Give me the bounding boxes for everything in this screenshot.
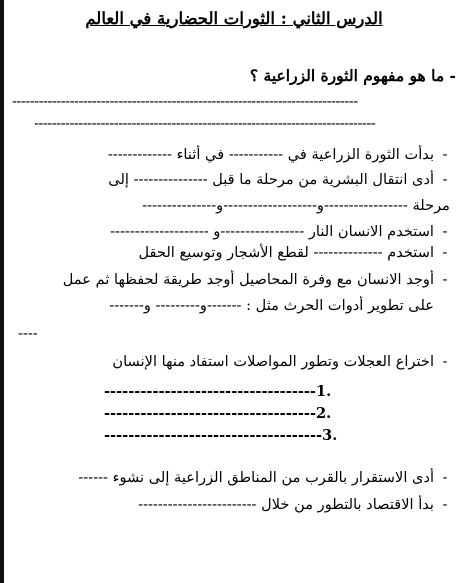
list-item — [12, 243, 456, 263]
list-item — [12, 495, 456, 515]
list-item — [12, 468, 456, 488]
item-text: استخدم الانسان النار -----------------و -------------------- — [110, 223, 434, 240]
numbered-line-1: -----------------------------------1. — [104, 383, 332, 400]
bullet: - — [442, 353, 448, 370]
item-text: اختراع العجلات وتطور المواصلات استفاد منها الإنسان — [112, 353, 434, 370]
item-text: بدأت الثورة الزراعية في ----------- في أثناء ------------- — [107, 146, 434, 163]
question-heading: - ما هو مفهوم الثورة الزراعية ؟ — [249, 66, 456, 85]
list-item-continuation: ---- — [18, 325, 38, 342]
item-text: استخدم -------------- لقطع الأشجار وتوسيع الحقل — [138, 244, 434, 261]
item-text: أوجد الانسان مع وفرة المحاصيل أوجد طريقة لحفظها ثم عمل — [62, 271, 434, 288]
list-item — [12, 145, 456, 165]
list-item — [12, 222, 456, 242]
answer-line: ----------------------------------------------------------------------------- — [34, 115, 376, 132]
item-text: بدأ الاقتصاد بالتطور من خلال ------------------------ — [138, 496, 434, 513]
bullet: - — [442, 271, 448, 288]
bullet: - — [442, 496, 448, 513]
bullet: - — [442, 469, 448, 486]
list-item — [12, 170, 456, 190]
list-item-continuation: مرحلة -----------------و-------------------و--------------- — [142, 197, 450, 214]
item-text: أدى الاستقرار بالقرب من المناطق الزراعية إلى نشوء ------ — [78, 469, 434, 486]
list-item — [12, 352, 456, 372]
answer-line: ------------------------------------------------------------------------------ — [12, 93, 358, 110]
bullet: - — [442, 171, 448, 188]
numbered-line-2: -----------------------------------2. — [104, 405, 332, 422]
bullet: - — [442, 146, 448, 163]
list-item-continuation: على تطوير أدوات الحرث مثل : -------و--------- و------- — [109, 297, 434, 314]
list-item — [12, 270, 456, 290]
item-text: أدى انتقال البشرية من مرحلة ما قبل --------------- إلى — [108, 171, 434, 188]
bullet: - — [442, 244, 448, 261]
numbered-line-3: ------------------------------------3. — [104, 427, 338, 444]
bullet: - — [442, 223, 448, 240]
lesson-title: الدرس الثاني : الثورات الحضارية في العالم — [85, 9, 383, 28]
